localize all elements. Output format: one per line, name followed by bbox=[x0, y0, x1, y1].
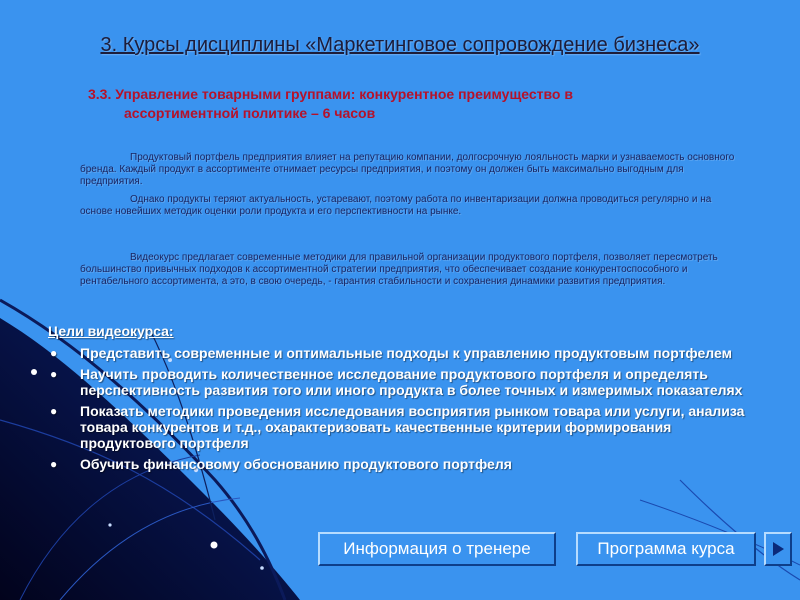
intro-paragraph-3 bbox=[80, 252, 740, 288]
bullet-icon: ● bbox=[50, 457, 58, 471]
intro-paragraph-1 bbox=[80, 152, 740, 188]
intro-paragraph-2 bbox=[80, 194, 740, 218]
bullet-icon: ● bbox=[50, 367, 58, 381]
trainer-info-button[interactable]: Информация о тренере bbox=[318, 532, 556, 566]
next-slide-button[interactable] bbox=[764, 532, 792, 566]
intro-paragraph-3-text: Видеокурс предлагает современные методики для правильной организации продуктового портфеля, позволяет пересмотреть большинство привычных подходов к ассортиментной стратегии предприятия, что обеспечивает создание конкурентоспособного и рентабельного ассортимента, а это, в свою очередь, - гарантия стабильности и сохранения динамики развития предприятия. bbox=[80, 252, 718, 287]
section-subtitle bbox=[88, 85, 728, 123]
goal-item bbox=[48, 403, 758, 451]
page-title: 3. Курсы дисциплины «Маркетинговое сопровождение бизнеса» bbox=[100, 34, 700, 56]
bullet-icon: ● bbox=[50, 346, 58, 360]
goals-list bbox=[48, 345, 758, 477]
intro-paragraph-1-text: Продуктовый портфель предприятия влияет на репутацию компании, долгосрочную лояльность марки и узнаваемость основного бренда. Каждый продукт в ассортименте отнимает ресурсы предприятия, и поэтому он должен быть максимально выгодным для предприятия. bbox=[80, 152, 735, 187]
bullet-icon: ● bbox=[50, 404, 58, 418]
play-arrow-icon bbox=[770, 541, 786, 557]
goal-item-text: Показать методики проведения исследования восприятия рынком товара или услуги, анализа товара конкурентов и т.д., охарактеризовать качественные критерии формирования продуктового портфеля bbox=[80, 403, 745, 451]
goals-heading: Цели видеокурса: bbox=[48, 323, 174, 339]
goal-item bbox=[48, 456, 758, 472]
goal-item-text: Научить проводить количественное исследование продуктового портфеля и определять перспективность развития того или иного продукта в более точных и измеримых показателях bbox=[80, 366, 743, 398]
intro-paragraph-2-text: Однако продукты теряют актуальность, устаревают, поэтому работа по инвентаризации должна проводиться регулярно и на основе новейших методик оценки роли продукта и его перспективности на рынке. bbox=[80, 194, 712, 217]
goal-item-text: Обучить финансовому обоснованию продуктового портфеля bbox=[80, 456, 512, 472]
subtitle-line-1: 3.3. Управление товарными группами: конкурентное преимущество в bbox=[88, 86, 573, 102]
goal-item bbox=[48, 345, 758, 361]
course-program-button[interactable]: Программа курса bbox=[576, 532, 756, 566]
subtitle-line-2: ассортиментной политике – 6 часов bbox=[124, 105, 376, 121]
goal-item-text: Представить современные и оптимальные подходы к управлению продуктовым портфелем bbox=[80, 345, 732, 361]
goal-item bbox=[48, 366, 758, 398]
